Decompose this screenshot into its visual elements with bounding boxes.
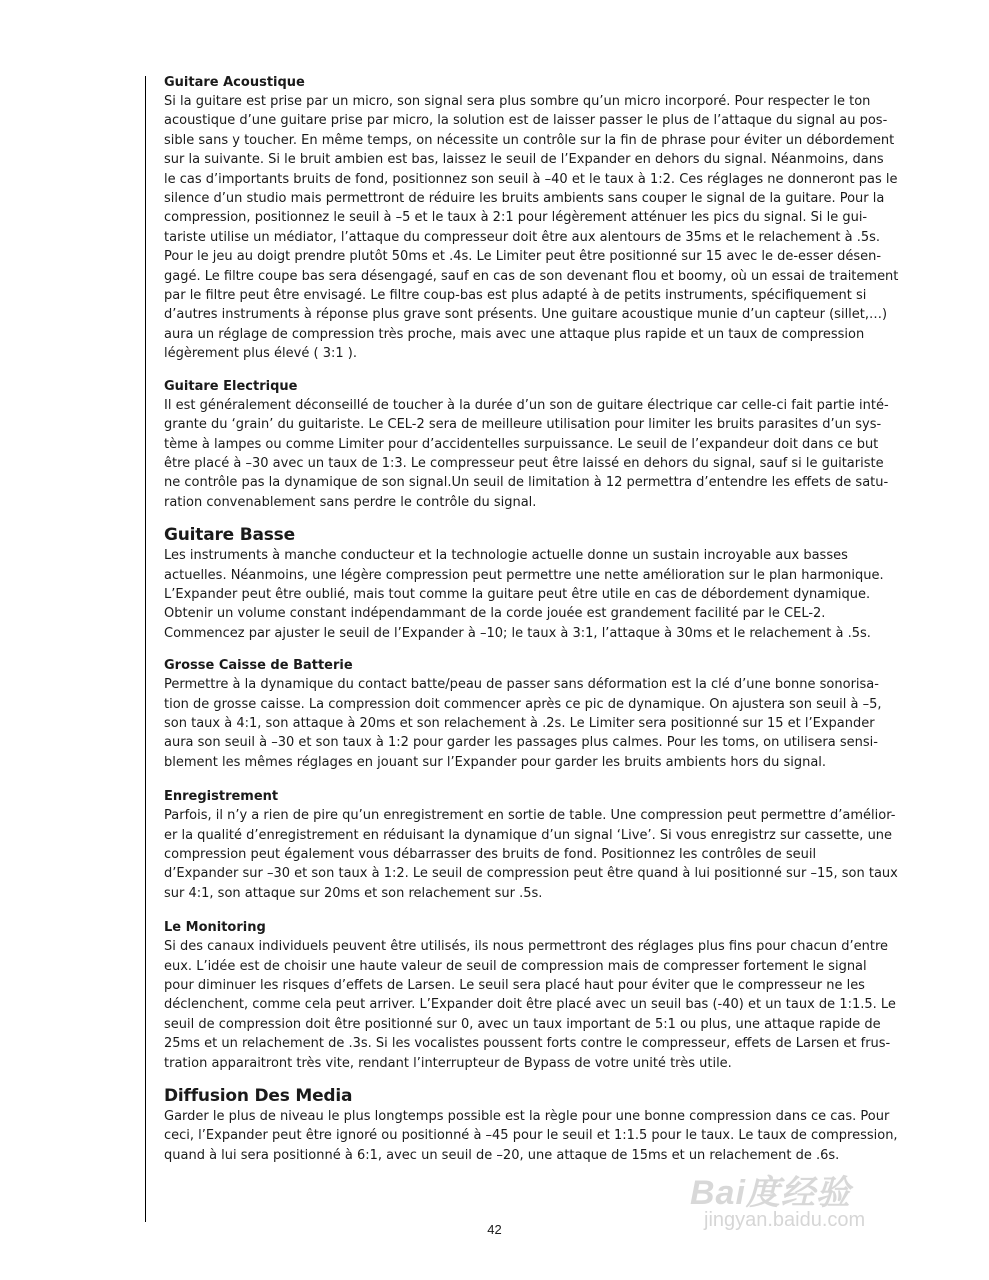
text-line: aura son seuil à –30 et son taux à 1:2 pour garder les passages plus calmes. Pour les toms, on utilisera sensi-	[164, 735, 878, 751]
text-line: être placé à –30 avec un taux de 1:3. Le compresseur peut être laissé en dehors du signal, sauf si le guitariste	[164, 455, 884, 471]
text-line: Permettre à la dynamique du contact batte/peau de passer sans déformation est la clé d’une bonne sonorisa-	[164, 677, 879, 693]
text-line: gagé. Le filtre coupe bas sera désengagé, sauf en cas de son devenant flou et boomy, où un essai de traitement	[164, 268, 899, 284]
text-line: ration convenablement sans perdre le contrôle du signal.	[164, 494, 537, 510]
section-grosse-caisse	[164, 657, 933, 772]
paragraph-diffusion-media	[164, 1107, 933, 1165]
text-line: Si la guitare est prise par un micro, son signal sera plus sombre qu’un micro incorporé. Pour respecter le ton	[164, 94, 871, 109]
text-line: tration apparaitront très vite, rendant l’interrupteur de Bypass de votre unité très utile.	[164, 1055, 732, 1071]
text-line: tariste utilise un médiator, l’attaque du compresseur doit être aux alentours de 35ms et le relachement à .5s.	[164, 229, 881, 245]
text-line: Si des canaux individuels peuvent être utilisés, ils nous permettront des réglages plus fins pour chacun d’entre	[164, 939, 888, 955]
baidu-watermark-logo: Bai度经验	[690, 1174, 851, 1212]
text-line: Il est généralement déconseillé de toucher à la durée d’un son de guitare électrique car celle-ci fait partie inté-	[164, 397, 889, 413]
heading-monitoring: Le Monitoring	[164, 920, 266, 936]
section-guitare-acoustique	[164, 74, 933, 364]
text-line: silence d’un studio mais permettront de réduire les bruits ambients sans couper le signal de la guitare. Pour la	[164, 191, 885, 207]
baidu-watermark-url: jingyan.baidu.com	[704, 1209, 866, 1231]
text-line: Pour le jeu au doigt prendre plutôt 50ms et .4s. Le Limiter peut être positionné sur 15 avec le de-esser désen-	[164, 249, 882, 265]
text-line: 25ms et un relachement de .3s. Si les vocalistes poussent forts contre le compresseur, effets de Larsen et frus-	[164, 1036, 891, 1052]
text-line: Parfois, il n’y a rien de pire qu’un enregistrement en sortie de table. Une compression peut permettre d’amélior-	[164, 808, 896, 824]
section-guitare-basse	[164, 524, 933, 643]
text-line: compression, positionnez le seuil à –5 et le taux à 2:1 pour légèrement atténuer les pics du signal. Si le gui-	[164, 210, 868, 226]
text-line: aura un réglage de compression très proche, mais avec une attaque plus rapide et un taux de compression	[164, 326, 865, 342]
text-line: sur la suivante. Si le bruit ambien est bas, laissez le seuil de l’Expander en dehors du signal. Néanmoins, dans	[164, 152, 884, 168]
text-line: pour diminuer les risques d’effets de Larsen. Le seuil sera placé haut pour éviter que le compresseur ne les	[164, 978, 865, 994]
heading-guitare-electrique: Guitare Electrique	[164, 378, 298, 394]
text-line: blement les mêmes réglages en jouant sur l’Expander pour garder les bruits ambients hors du signal.	[164, 754, 827, 770]
text-line: quand à lui sera positionné à 6:1, avec un seuil de –20, une attaque de 15ms et un relachement de .6s.	[164, 1147, 840, 1163]
text-line: ne contrôle pas la dynamique de son signal.Un seuil de limitation à 12 permettra d’entendre les effets de satu-	[164, 475, 889, 491]
section-enregistrement	[164, 788, 933, 903]
text-line: Garder le plus de niveau le plus longtemps possible est la règle pour une bonne compression dans ce cas. Pour	[164, 1109, 890, 1125]
section-monitoring	[164, 919, 933, 1073]
text-line: sible sans y toucher. En même temps, on nécessite un contrôle sur la fin de phrase pour éviter un débordement	[164, 132, 895, 148]
heading-enregistrement: Enregistrement	[164, 789, 279, 805]
text-line: actuelles. Néanmoins, une légère compression peut permettre une nette amélioration sur le plan harmonique.	[164, 567, 884, 583]
text-line: sur 4:1, son attaque sur 20ms et son relachement sur .5s.	[164, 885, 543, 901]
text-line: son taux à 4:1, son attaque à 20ms et son relachement à .2s. Le Limiter sera positionné sur 15 et l’Expander	[164, 715, 875, 731]
margin-rule	[145, 76, 146, 1222]
paragraph-monitoring	[164, 937, 933, 1073]
paragraph-grosse-caisse	[164, 675, 933, 772]
heading-grosse-caisse: Grosse Caisse de Batterie	[164, 658, 353, 674]
heading-diffusion-media: Diffusion Des Media	[164, 1086, 353, 1107]
text-line: tème à lampes ou comme Limiter pour d’accidentelles surpuissance. Le seuil de l’expandeur doit dans ce but	[164, 436, 879, 452]
text-line: compression peut également vous débarrasser des bruits de fond. Positionnez les contrôles de seuil	[164, 847, 817, 862]
text-line: d’Expander sur –30 et son taux à 1:2. Le seuil de compression peut être quand à lui positionné sur –15, son taux	[164, 866, 898, 882]
text-line: d’autres instruments à réponse plus grave sont présents. Une guitare acoustique munie d’un capteur (sillet,…)	[164, 307, 888, 323]
paragraph-guitare-acoustique	[164, 92, 933, 364]
text-line: le cas d’importants bruits de fond, positionnez son seuil à –40 et le taux à 1:2. Ces réglages ne donneront pas le	[164, 171, 898, 187]
text-line: eux. L’idée est de choisir une haute valeur de seuil de compression mais de compresser fortement le signal	[164, 958, 867, 974]
paragraph-guitare-basse	[164, 546, 933, 643]
text-line: L’Expander peut être oublié, mais tout comme la guitare peut être utile en cas de débordement dynamique.	[164, 586, 871, 602]
paragraph-guitare-electrique	[164, 396, 933, 512]
text-line: acoustique d’une guitare prise par micro, la solution est de laisser passer le plus de l’attaque du signal au pos-	[164, 113, 888, 129]
text-line: Obtenir un volume constant indépendammant de la corde jouée est grandement facilité par le CEL-2.	[164, 606, 826, 622]
paragraph-enregistrement	[164, 806, 933, 903]
text-line: légèrement plus élevé ( 3:1 ).	[164, 346, 357, 362]
heading-guitare-acoustique: Guitare Acoustique	[164, 75, 305, 90]
section-diffusion-media	[164, 1085, 933, 1165]
heading-guitare-basse: Guitare Basse	[164, 525, 295, 546]
text-line: er la qualité d’enregistrement en réduisant la dynamique d’un signal ‘Live’. Si vous enregistrz sur cassette, une	[164, 827, 893, 843]
text-line: tion de grosse caisse. La compression doit commencer après ce pic de dynamique. On ajustera son seuil à –5,	[164, 696, 882, 712]
text-line: Les instruments à manche conducteur et la technologie actuelle donne un sustain incroyable aux basses	[164, 548, 848, 564]
text-line: par le filtre peut être envisagé. Le filtre coup-bas est plus adapté à de petits instruments, spécifiquement si	[164, 288, 867, 304]
section-guitare-electrique	[164, 378, 933, 512]
text-line: déclenchent, comme cela peut arriver. L’Expander doit être placé avec un seuil bas (-40) et un taux de 1:1.5. Le	[164, 997, 896, 1013]
text-line: Commencez par ajuster le seuil de l’Expander à –10; le taux à 3:1, l’attaque à 30ms et le relachement à .5s.	[164, 625, 871, 641]
text-line: ceci, l’Expander peut être ignoré ou positionné à –45 pour le seuil et 1:1.5 pour le taux. Le taux de compression,	[164, 1128, 898, 1144]
page-number: 42	[487, 1222, 502, 1237]
text-line: grante du ‘grain’ du guitariste. Le CEL-2 sera de meilleure utilisation pour limiter les bruits parasites d’un sys-	[164, 417, 882, 433]
page-content	[164, 74, 933, 1165]
text-line: seuil de compression doit être positionné sur 0, avec un taux important de 5:1 ou plus, une attaque rapide de	[164, 1016, 881, 1032]
